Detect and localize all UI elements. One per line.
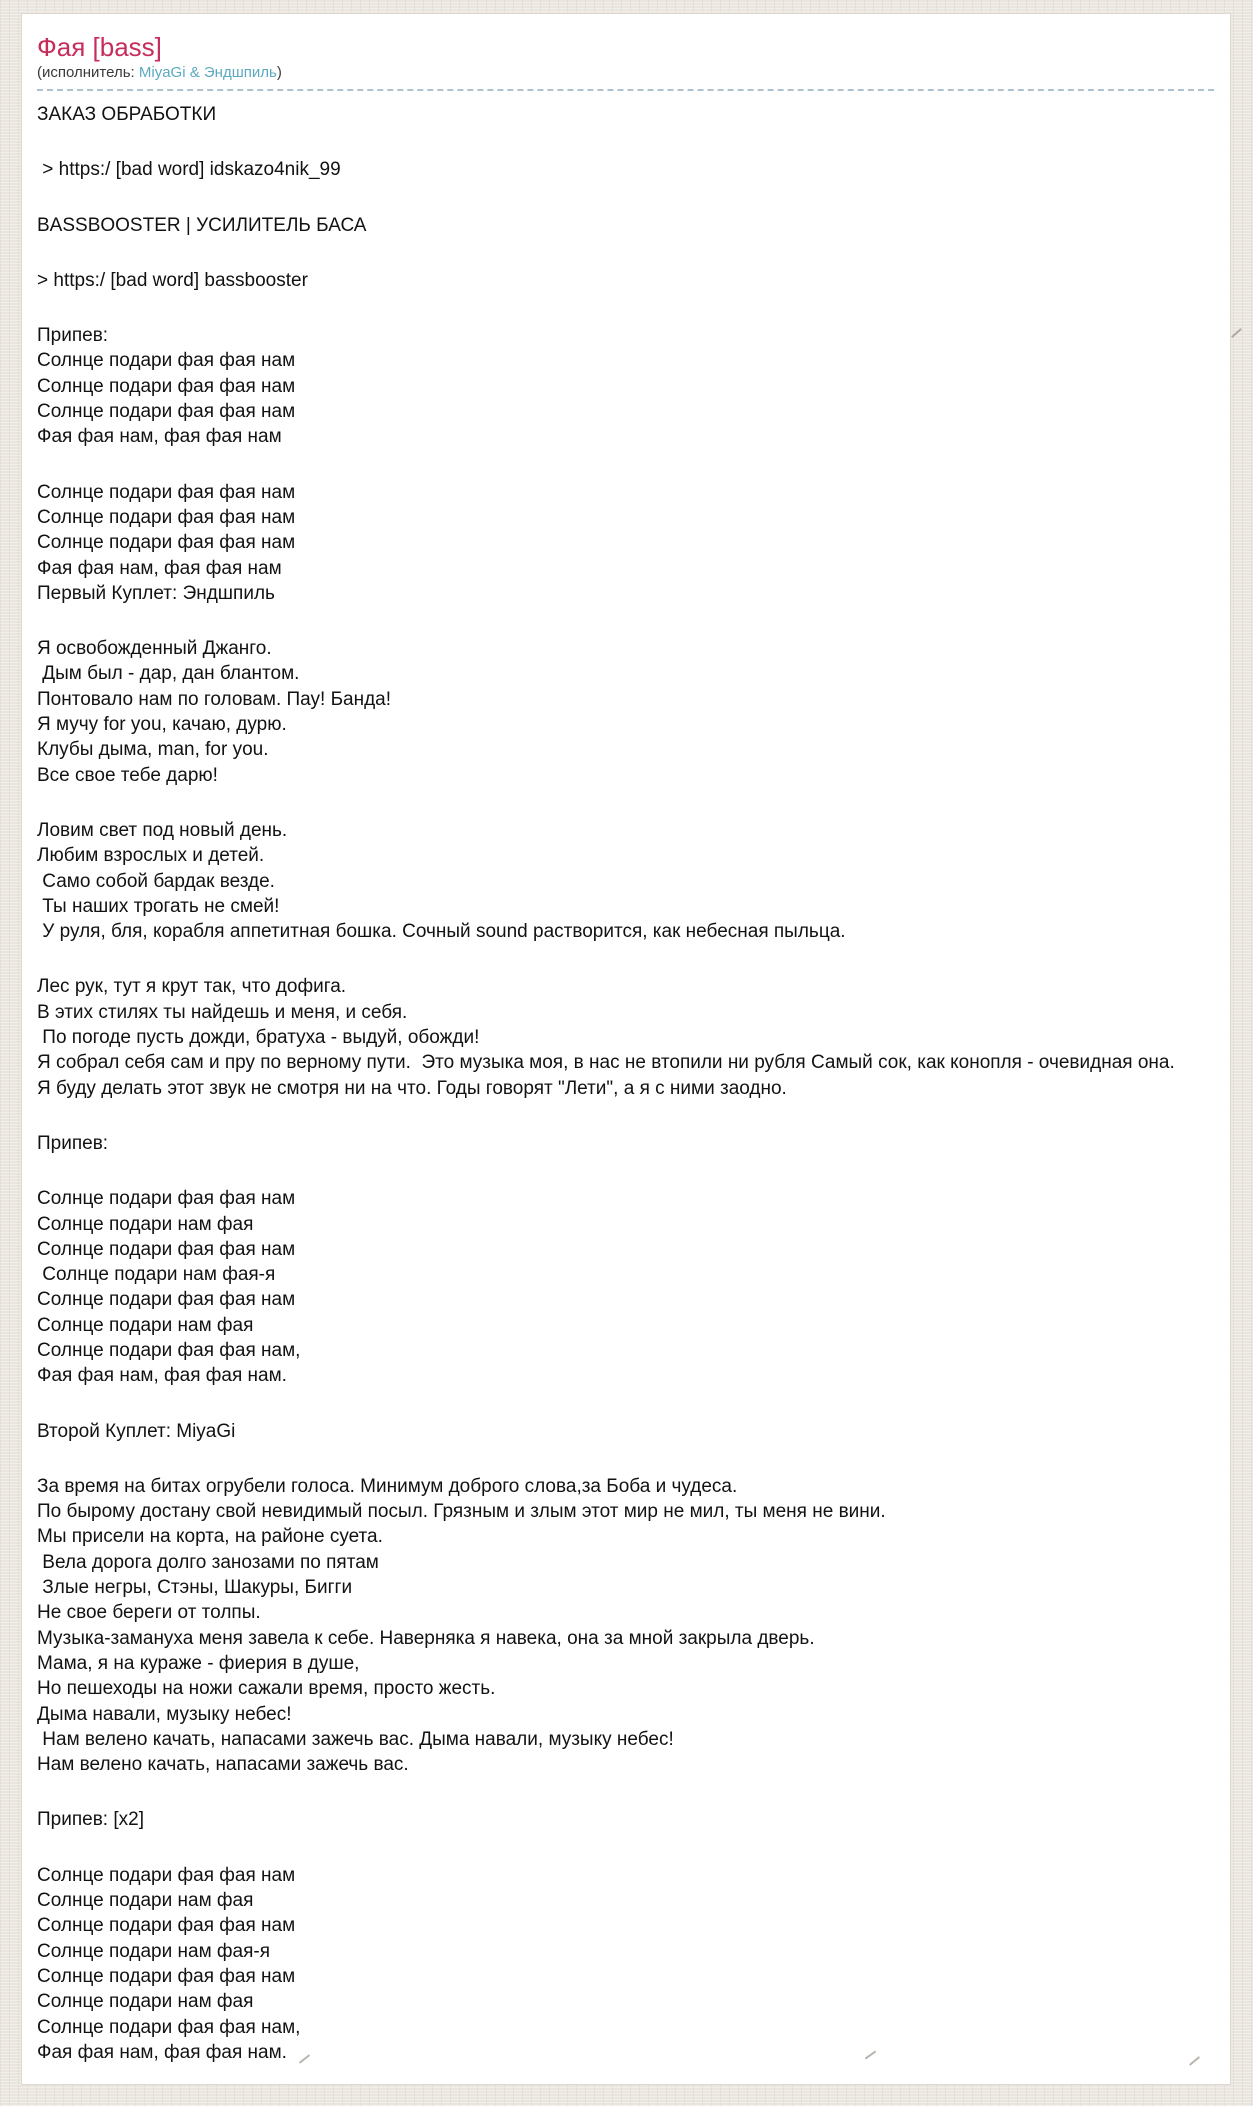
lyric-line xyxy=(37,1777,1214,1807)
lyric-line xyxy=(37,1389,1214,1419)
lyric-line: Солнце подари фая фая нам xyxy=(37,481,296,503)
lyric-line: Нам велено качать, напасами зажечь вас. Дыма навали, музыку небес! xyxy=(37,1728,674,1750)
lyric-line: Ловим свет под новый день. xyxy=(37,819,288,841)
lyric-line xyxy=(37,293,1214,323)
lyric-line: Мама, я на кураже - фиерия в душе, xyxy=(37,1652,360,1674)
lyric-line: Припев: [x2] xyxy=(37,1809,144,1831)
texture-scratch xyxy=(1231,328,1242,338)
lyric-line: Солнце подари фая фая нам xyxy=(37,1289,296,1311)
lyric-line: Само собой бардак везде. xyxy=(37,870,275,892)
lyric-line: Не свое береги от толпы. xyxy=(37,1602,261,1624)
lyric-line: За время на битах огрубели голоса. Минимум доброго слова,за Боба и чудеса. xyxy=(37,1475,738,1497)
lyric-line: Дыма навали, музыку небес! xyxy=(37,1703,292,1725)
lyric-line: Понтовало нам по головам. Пау! Банда! xyxy=(37,688,392,710)
lyric-line: BASSBOOSTER | УСИЛИТЕЛЬ БАСА xyxy=(37,214,367,236)
lyric-line: Фая фая нам, фая фая нам xyxy=(37,426,282,448)
lyric-line: Фая фая нам, фая фая нам xyxy=(37,557,282,579)
lyric-line: Мы присели на корта, на районе суета. xyxy=(37,1526,383,1548)
lyric-line: Солнце подари фая фая нам xyxy=(37,401,296,423)
lyric-line: Солнце подари фая фая нам xyxy=(37,1915,296,1937)
lyric-line: Я мучу for you, качаю, дурю. xyxy=(37,714,287,736)
page-title: Фая [bass] xyxy=(37,32,162,62)
lyrics-text xyxy=(37,102,1214,2065)
artist-label: (исполнитель: xyxy=(37,64,135,81)
lyric-line: Все свое тебе дарю! xyxy=(37,764,218,786)
lyric-line: Солнце подари нам фая-я xyxy=(37,1264,276,1286)
lyric-line: Я освобожденный Джанго. xyxy=(37,638,272,660)
lyric-line xyxy=(37,450,1214,480)
lyric-line: Солнце подари фая фая нам, xyxy=(37,2016,301,2038)
lyric-line xyxy=(37,944,1214,974)
lyric-line xyxy=(37,788,1214,818)
lyric-line: Солнце подари фая фая нам xyxy=(37,506,296,528)
lyric-line: Солнце подари фая фая нам xyxy=(37,532,296,554)
lyric-line: > https:/ [bad word] idskazo4nik_99 xyxy=(37,159,341,181)
lyric-line: Вела дорога долго занозами по пятам xyxy=(37,1551,379,1573)
lyric-line: Солнце подари фая фая нам, xyxy=(37,1339,301,1361)
lyric-line: Лес рук, тут я крут так, что дофига. xyxy=(37,976,347,998)
lyric-line: Солнце подари нам фая xyxy=(37,1213,254,1235)
lyric-line: В этих стилях ты найдешь и меня, и себя. xyxy=(37,1001,408,1023)
lyric-line xyxy=(37,127,1214,157)
song-header xyxy=(37,32,1214,91)
lyric-line xyxy=(37,1444,1214,1474)
lyric-line: Злые негры, Стэны, Шакуры, Бигги xyxy=(37,1577,353,1599)
lyric-line: Припев: xyxy=(37,325,109,347)
lyric-line xyxy=(37,183,1214,213)
lyric-line: Нам велено качать, напасами зажечь вас. xyxy=(37,1754,409,1776)
lyric-line xyxy=(37,1833,1214,1863)
artist-link[interactable]: MiyaGi & Эндшпиль xyxy=(138,64,277,81)
lyric-line: По погоде пусть дожди, братуха - выдуй, обожди! xyxy=(37,1027,480,1049)
lyric-line: Любим взрослых и детей. xyxy=(37,845,265,867)
lyric-line xyxy=(37,606,1214,636)
lyric-line: Солнце подари фая фая нам xyxy=(37,350,296,372)
lyric-line: Солнце подари нам фая-я xyxy=(37,1940,271,1962)
lyric-line: Фая фая нам, фая фая нам. xyxy=(37,2041,287,2063)
lyric-line: Солнце подари фая фая нам xyxy=(37,1864,296,1886)
lyric-line: Музыка-замануха меня завела к себе. Наверняка я навека, она за мной закрыла дверь. xyxy=(37,1627,815,1649)
lyric-line xyxy=(37,1156,1214,1186)
lyric-line: По бырому достану свой невидимый посыл. Грязным и злым этот мир не мил, ты меня не вини. xyxy=(37,1501,886,1523)
lyric-line: ЗАКАЗ ОБРАБОТКИ xyxy=(37,104,217,125)
lyric-line: Солнце подари фая фая нам xyxy=(37,1238,296,1260)
lyric-line: Второй Куплет: MiyaGi xyxy=(37,1420,236,1442)
lyric-line: Солнце подари нам фая xyxy=(37,1991,254,2013)
lyric-line: Я собрал себя сам и пру по верному пути. Это музыка моя, в нас не втопили ни рубля Самый сок, как конопля - очевидная она. xyxy=(37,1052,1175,1074)
lyric-line: Клубы дыма, man, for you. xyxy=(37,739,269,761)
lyric-line: Солнце подари фая фая нам xyxy=(37,1188,296,1210)
lyric-line xyxy=(37,1101,1214,1131)
lyric-line: Фая фая нам, фая фая нам. xyxy=(37,1365,287,1387)
lyric-line: Припев: xyxy=(37,1132,109,1154)
lyric-line: Солнце подари фая фая нам xyxy=(37,1965,296,1987)
artist-close-paren: ) xyxy=(276,64,282,81)
lyric-line: Дым был - дар, дан блантом. xyxy=(37,663,300,685)
lyric-line: Но пешеходы на ножи сажали время, просто жесть. xyxy=(37,1678,496,1700)
lyric-line xyxy=(37,238,1214,268)
lyric-line: Первый Куплет: Эндшпиль xyxy=(37,582,275,604)
lyric-line: У руля, бля, корабля аппетитная бошка. Сочный sound растворится, как небесная пыльца. xyxy=(37,921,846,943)
artist-line xyxy=(37,64,1214,82)
lyric-line: Солнце подари нам фая xyxy=(37,1890,254,1912)
lyric-line: Солнце подари фая фая нам xyxy=(37,375,296,397)
lyric-line: > https:/ [bad word] bassbooster xyxy=(37,269,308,291)
lyric-line: Ты наших трогать не смей! xyxy=(37,895,280,917)
content-panel xyxy=(21,13,1231,2085)
lyric-line: Я буду делать этот звук не смотря ни на что. Годы говорят "Лети", а я с ними заодно. xyxy=(37,1077,787,1099)
lyric-line: Солнце подари нам фая xyxy=(37,1314,254,1336)
